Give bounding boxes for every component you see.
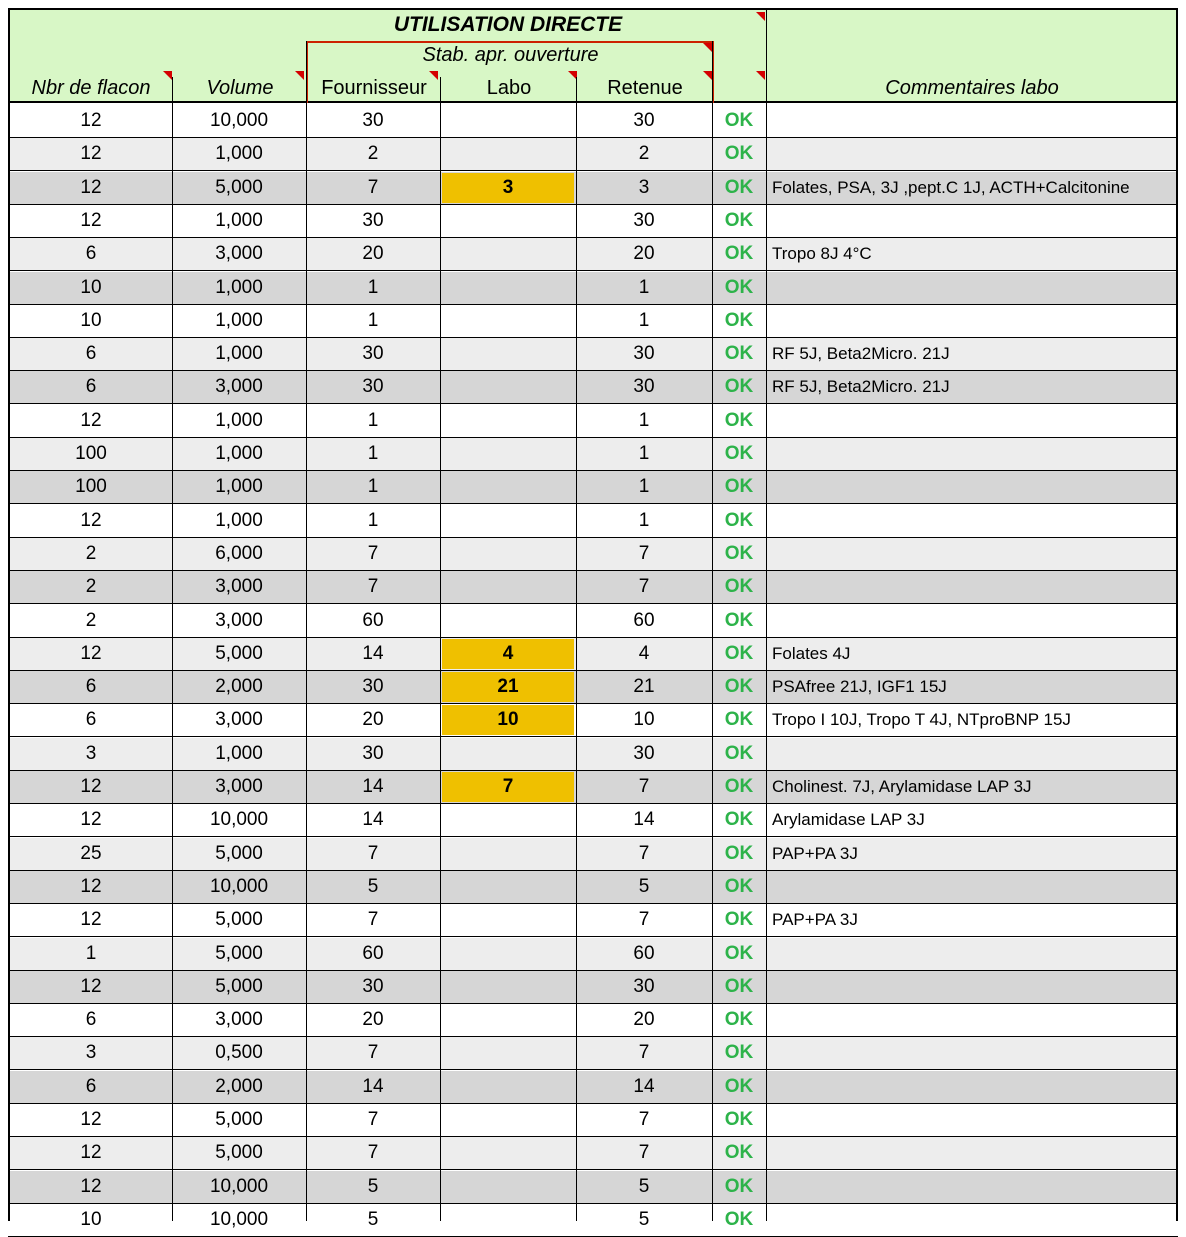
nbr-flacon-cell[interactable]: 25	[80, 842, 102, 864]
ok-status-cell[interactable]: OK	[724, 676, 754, 698]
retenue-cell[interactable]: 5	[638, 1175, 650, 1197]
nbr-flacon-cell[interactable]: 12	[80, 909, 102, 931]
retenue-cell[interactable]: 7	[638, 842, 650, 864]
comment-cell[interactable]	[766, 571, 1182, 603]
volume-cell[interactable]: 1,000	[215, 143, 263, 165]
labo-cell[interactable]	[440, 871, 576, 903]
fournisseur-cell[interactable]: 30	[362, 676, 384, 698]
table-row	[8, 938, 1178, 971]
grid-line	[576, 77, 577, 1221]
fournisseur-cell[interactable]: 20	[362, 243, 384, 265]
comment-marker-icon[interactable]	[429, 71, 438, 80]
column-header-retenue[interactable]: Retenue	[607, 77, 683, 99]
nbr-flacon-cell[interactable]: 2	[85, 576, 97, 598]
nbr-flacon-cell[interactable]: 100	[75, 476, 107, 498]
table-row	[8, 471, 1178, 504]
ok-status-cell[interactable]: OK	[724, 776, 754, 797]
labo-cell[interactable]	[440, 938, 576, 970]
retenue-cell[interactable]: 21	[633, 676, 655, 698]
retenue-cell[interactable]: 30	[633, 343, 655, 365]
fournisseur-cell[interactable]: 20	[362, 709, 384, 731]
table-row	[8, 538, 1178, 571]
comment-cell[interactable]	[766, 205, 1182, 237]
nbr-flacon-cell[interactable]: 6	[85, 676, 97, 698]
ok-status-cell[interactable]: OK	[724, 709, 754, 731]
ok-status-cell[interactable]: OK	[724, 909, 754, 931]
labo-cell[interactable]: 21	[442, 672, 574, 702]
retenue-cell[interactable]: 30	[633, 975, 655, 997]
volume-cell[interactable]: 5,000	[215, 942, 263, 964]
table-row	[8, 205, 1178, 238]
nbr-flacon-cell[interactable]: 12	[80, 509, 102, 531]
fournisseur-cell[interactable]: 7	[367, 542, 379, 564]
labo-cell[interactable]	[440, 272, 576, 304]
ok-status-cell[interactable]: OK	[724, 809, 754, 831]
table-row	[8, 138, 1178, 171]
table-row	[8, 804, 1178, 837]
column-header-commentaires[interactable]: Commentaires labo	[885, 77, 1059, 99]
nbr-flacon-cell[interactable]: 6	[85, 343, 97, 365]
table-row	[8, 1171, 1178, 1204]
table-row	[8, 904, 1178, 937]
table-row	[8, 505, 1178, 538]
retenue-cell[interactable]: 5	[638, 875, 650, 897]
fournisseur-cell[interactable]: 30	[362, 110, 384, 131]
ok-status-cell[interactable]: OK	[724, 1175, 754, 1197]
table-row	[8, 871, 1178, 904]
labo-cell[interactable]	[440, 904, 576, 936]
nbr-flacon-cell[interactable]: 12	[80, 1142, 102, 1164]
labo-cell[interactable]	[440, 1137, 576, 1169]
grid-line	[712, 41, 713, 1221]
volume-cell[interactable]: 2,000	[215, 1075, 263, 1097]
ok-status-cell[interactable]: OK	[724, 143, 754, 165]
labo-cell[interactable]	[440, 738, 576, 770]
fournisseur-cell[interactable]: 7	[367, 842, 379, 864]
retenue-cell[interactable]: 1	[638, 309, 650, 331]
nbr-flacon-cell[interactable]: 3	[85, 742, 97, 764]
fournisseur-cell[interactable]: 7	[367, 909, 379, 931]
comment-cell[interactable]	[766, 971, 1182, 1003]
comment-cell[interactable]	[766, 105, 1182, 137]
ok-status-cell[interactable]: OK	[724, 1142, 754, 1164]
labo-cell[interactable]	[440, 438, 576, 470]
nbr-flacon-cell[interactable]: 6	[85, 1009, 97, 1031]
ok-status-cell[interactable]: OK	[724, 443, 754, 464]
nbr-flacon-cell[interactable]: 12	[80, 875, 102, 897]
ok-status-cell[interactable]: OK	[724, 276, 754, 298]
comment-cell[interactable]	[766, 471, 1182, 503]
table-row	[8, 305, 1178, 338]
grid-border-right	[1176, 8, 1178, 1221]
labo-cell[interactable]	[440, 1104, 576, 1136]
table-row	[8, 771, 1178, 804]
table-row	[8, 571, 1178, 604]
fournisseur-cell[interactable]: 1	[367, 276, 379, 298]
fournisseur-cell[interactable]: 5	[367, 875, 379, 897]
table-row	[8, 1104, 1178, 1137]
table-row	[8, 105, 1178, 138]
retenue-cell[interactable]: 3	[638, 176, 650, 198]
comment-cell[interactable]: PSAfree 21J, IGF1 15J	[772, 677, 947, 697]
comment-cell[interactable]	[766, 938, 1182, 970]
volume-cell[interactable]: 3,000	[215, 609, 263, 631]
fournisseur-cell[interactable]: 30	[362, 343, 384, 365]
nbr-flacon-cell[interactable]: 12	[80, 110, 102, 131]
nbr-flacon-cell[interactable]: 3	[85, 1042, 97, 1064]
nbr-flacon-cell[interactable]: 6	[85, 376, 97, 398]
ok-status-cell[interactable]: OK	[724, 742, 754, 764]
comment-cell[interactable]	[766, 1171, 1182, 1203]
volume-cell[interactable]: 5,000	[215, 975, 263, 997]
nbr-flacon-cell[interactable]: 6	[85, 1075, 97, 1097]
labo-cell[interactable]	[440, 804, 576, 836]
volume-cell[interactable]: 5,000	[215, 176, 263, 198]
comment-cell[interactable]: Tropo I 10J, Tropo T 4J, NTproBNP 15J	[772, 710, 1071, 730]
volume-cell[interactable]: 3,000	[215, 709, 263, 731]
fournisseur-cell[interactable]: 14	[362, 642, 384, 664]
fournisseur-cell[interactable]: 5	[367, 1175, 379, 1197]
comment-marker-icon[interactable]	[703, 71, 712, 80]
ok-status-cell[interactable]: OK	[724, 875, 754, 897]
retenue-cell[interactable]: 60	[633, 609, 655, 631]
retenue-cell[interactable]: 30	[633, 742, 655, 764]
table-row	[8, 704, 1178, 737]
table-row	[8, 1004, 1178, 1037]
labo-cell[interactable]	[440, 1004, 576, 1036]
labo-cell[interactable]	[440, 205, 576, 237]
table-row	[8, 371, 1178, 404]
table-row	[8, 738, 1178, 771]
comment-cell[interactable]	[766, 1104, 1182, 1136]
volume-cell[interactable]: 1,000	[215, 742, 263, 764]
nbr-flacon-cell[interactable]: 12	[80, 143, 102, 165]
table-row	[8, 1071, 1178, 1104]
nbr-flacon-cell[interactable]: 12	[80, 1175, 102, 1197]
fournisseur-cell[interactable]: 1	[367, 509, 379, 531]
table-row	[8, 1204, 1178, 1237]
retenue-cell[interactable]: 30	[633, 209, 655, 231]
volume-cell[interactable]: 10,000	[209, 1175, 269, 1197]
fournisseur-cell[interactable]: 7	[367, 1109, 379, 1130]
comment-cell[interactable]: RF 5J, Beta2Micro. 21J	[772, 344, 950, 364]
volume-cell[interactable]: 1,000	[215, 443, 263, 464]
ok-status-cell[interactable]: OK	[724, 110, 754, 131]
comment-cell[interactable]	[766, 405, 1182, 437]
retenue-cell[interactable]: 5	[638, 1208, 650, 1230]
comment-cell[interactable]: Folates, PSA, 3J ,pept.C 1J, ACTH+Calcitonine	[772, 177, 1130, 197]
table-row	[8, 1137, 1178, 1170]
volume-cell[interactable]: 10,000	[209, 110, 269, 131]
column-header-volume[interactable]: Volume	[206, 77, 274, 99]
column-header-labo[interactable]: Labo	[486, 77, 532, 99]
nbr-flacon-cell[interactable]: 2	[85, 609, 97, 631]
fournisseur-cell[interactable]: 1	[367, 476, 379, 498]
retenue-cell[interactable]: 14	[633, 1075, 655, 1097]
comment-cell[interactable]: PAP+PA 3J	[772, 910, 858, 930]
comment-cell[interactable]: RF 5J, Beta2Micro. 21J	[772, 377, 950, 397]
labo-cell[interactable]	[440, 138, 576, 170]
labo-cell[interactable]	[440, 405, 576, 437]
column-header-fournisseur[interactable]: Fournisseur	[321, 77, 427, 99]
comment-cell[interactable]	[766, 605, 1182, 637]
comment-cell[interactable]	[766, 138, 1182, 170]
ok-status-cell[interactable]: OK	[724, 1208, 754, 1230]
volume-cell[interactable]: 5,000	[215, 642, 263, 664]
table-row	[8, 838, 1178, 871]
section-title: UTILISATION DIRECTE	[393, 13, 623, 36]
comment-cell[interactable]	[766, 1137, 1182, 1169]
table-row	[8, 172, 1178, 205]
fournisseur-cell[interactable]: 30	[362, 742, 384, 764]
retenue-cell[interactable]: 7	[638, 1109, 650, 1130]
retenue-cell[interactable]: 30	[633, 376, 655, 398]
nbr-flacon-cell[interactable]: 6	[85, 243, 97, 265]
nbr-flacon-cell[interactable]: 12	[80, 975, 102, 997]
labo-cell[interactable]	[440, 1171, 576, 1203]
table-row	[8, 438, 1178, 471]
labo-cell[interactable]	[440, 238, 576, 270]
labo-cell[interactable]	[440, 338, 576, 370]
volume-cell[interactable]: 5,000	[215, 1142, 263, 1164]
nbr-flacon-cell[interactable]: 10	[80, 276, 102, 298]
comment-cell[interactable]	[766, 272, 1182, 304]
fournisseur-cell[interactable]: 7	[367, 1142, 379, 1164]
labo-cell[interactable]	[440, 105, 576, 137]
comment-cell[interactable]	[766, 438, 1182, 470]
volume-cell[interactable]: 5,000	[215, 1109, 263, 1130]
ok-status-cell[interactable]: OK	[724, 642, 754, 664]
labo-cell[interactable]	[440, 505, 576, 537]
retenue-cell[interactable]: 1	[638, 409, 650, 431]
volume-cell[interactable]: 3,000	[215, 776, 263, 797]
nbr-flacon-cell[interactable]: 12	[80, 409, 102, 431]
volume-cell[interactable]: 3,000	[215, 1009, 263, 1031]
stability-subtitle: Stab. apr. ouverture	[422, 44, 599, 66]
nbr-flacon-cell[interactable]: 10	[80, 1208, 102, 1230]
retenue-cell[interactable]: 2	[638, 143, 650, 165]
table-row	[8, 971, 1178, 1004]
comment-marker-icon[interactable]	[163, 71, 172, 80]
nbr-flacon-cell[interactable]: 10	[80, 309, 102, 331]
retenue-cell[interactable]: 7	[638, 542, 650, 564]
labo-cell[interactable]: 3	[442, 173, 574, 203]
comment-cell[interactable]: Folates 4J	[772, 643, 851, 663]
comment-cell[interactable]	[766, 1037, 1182, 1069]
volume-cell[interactable]: 5,000	[215, 909, 263, 931]
comment-cell[interactable]	[766, 538, 1182, 570]
nbr-flacon-cell[interactable]: 12	[80, 809, 102, 831]
comment-cell[interactable]	[766, 1204, 1182, 1236]
table-row	[8, 272, 1178, 305]
retenue-cell[interactable]: 30	[633, 110, 655, 131]
labo-cell[interactable]	[440, 605, 576, 637]
retenue-cell[interactable]: 7	[638, 909, 650, 931]
ok-status-cell[interactable]: OK	[724, 1009, 754, 1031]
ok-status-cell[interactable]: OK	[724, 376, 754, 398]
volume-cell[interactable]: 1,000	[215, 476, 263, 498]
retenue-cell[interactable]: 60	[633, 942, 655, 964]
ok-status-cell[interactable]: OK	[724, 842, 754, 864]
comment-marker-icon[interactable]	[703, 43, 712, 52]
ok-status-cell[interactable]: OK	[724, 476, 754, 498]
nbr-flacon-cell[interactable]: 6	[85, 709, 97, 731]
fournisseur-cell[interactable]: 1	[367, 309, 379, 331]
retenue-cell[interactable]: 14	[633, 809, 655, 831]
comment-marker-icon[interactable]	[756, 71, 765, 80]
labo-cell[interactable]	[440, 471, 576, 503]
fournisseur-cell[interactable]: 60	[362, 942, 384, 964]
ok-status-cell[interactable]: OK	[724, 1075, 754, 1097]
labo-cell[interactable]	[440, 305, 576, 337]
fournisseur-cell[interactable]: 14	[362, 776, 384, 797]
volume-cell[interactable]: 10,000	[209, 875, 269, 897]
volume-cell[interactable]: 10,000	[209, 809, 269, 831]
comment-cell[interactable]: Tropo 8J 4°C	[772, 244, 872, 264]
ok-status-cell[interactable]: OK	[724, 309, 754, 331]
table-row	[8, 671, 1178, 704]
labo-cell[interactable]	[440, 571, 576, 603]
labo-cell[interactable]	[440, 838, 576, 870]
retenue-cell[interactable]: 1	[638, 476, 650, 498]
comment-cell[interactable]	[766, 1071, 1182, 1103]
volume-cell[interactable]: 1,000	[215, 509, 263, 531]
grid-border-left	[8, 8, 10, 1221]
volume-cell[interactable]: 0,500	[215, 1042, 263, 1064]
labo-cell[interactable]	[440, 1204, 576, 1236]
retenue-cell[interactable]: 20	[633, 1009, 655, 1031]
fournisseur-cell[interactable]: 30	[362, 376, 384, 398]
labo-cell[interactable]	[440, 371, 576, 403]
ok-status-cell[interactable]: OK	[724, 975, 754, 997]
labo-cell[interactable]	[440, 1037, 576, 1069]
table-row	[8, 638, 1178, 671]
retenue-cell[interactable]: 10	[633, 709, 655, 731]
grid-line	[766, 8, 767, 1221]
table-row	[8, 338, 1178, 371]
fournisseur-cell[interactable]: 7	[367, 176, 379, 198]
labo-cell[interactable]	[440, 1071, 576, 1103]
comment-cell[interactable]	[766, 738, 1182, 770]
fournisseur-cell[interactable]: 14	[362, 1075, 384, 1097]
comment-cell[interactable]: PAP+PA 3J	[772, 843, 858, 863]
ok-status-cell[interactable]: OK	[724, 1109, 754, 1130]
table-row	[8, 605, 1178, 638]
nbr-flacon-cell[interactable]: 100	[75, 443, 107, 464]
volume-cell[interactable]: 1,000	[215, 209, 263, 231]
fournisseur-cell[interactable]: 1	[367, 409, 379, 431]
fournisseur-cell[interactable]: 30	[362, 975, 384, 997]
ok-status-cell[interactable]: OK	[724, 1042, 754, 1064]
volume-cell[interactable]: 5,000	[215, 842, 263, 864]
fournisseur-cell[interactable]: 1	[367, 443, 379, 464]
nbr-flacon-cell[interactable]: 12	[80, 776, 102, 797]
comment-marker-icon[interactable]	[295, 71, 304, 80]
comment-cell[interactable]	[766, 871, 1182, 903]
volume-cell[interactable]: 3,000	[215, 576, 263, 598]
ok-status-cell[interactable]: OK	[724, 176, 754, 198]
volume-cell[interactable]: 1,000	[215, 343, 263, 365]
column-header-nbr-flacon[interactable]: Nbr de flacon	[31, 77, 151, 99]
retenue-cell[interactable]: 7	[638, 776, 650, 797]
ok-status-cell[interactable]: OK	[724, 542, 754, 564]
volume-cell[interactable]: 6,000	[215, 542, 263, 564]
grid-line	[440, 77, 441, 1221]
retenue-cell[interactable]: 4	[638, 642, 650, 664]
grid-line	[306, 41, 307, 1221]
ok-status-cell[interactable]: OK	[724, 509, 754, 531]
volume-cell[interactable]: 1,000	[215, 409, 263, 431]
comment-cell[interactable]: Arylamidase LAP 3J	[772, 810, 925, 830]
nbr-flacon-cell[interactable]: 12	[80, 209, 102, 231]
nbr-flacon-cell[interactable]: 12	[80, 1109, 102, 1130]
table-row	[8, 1037, 1178, 1070]
retenue-cell[interactable]: 1	[638, 276, 650, 298]
ok-status-cell[interactable]: OK	[724, 576, 754, 598]
comment-cell[interactable]	[766, 305, 1182, 337]
ok-status-cell[interactable]: OK	[724, 609, 754, 631]
volume-cell[interactable]: 3,000	[215, 376, 263, 398]
ok-status-cell[interactable]: OK	[724, 942, 754, 964]
labo-cell[interactable]	[440, 538, 576, 570]
fournisseur-cell[interactable]: 20	[362, 1009, 384, 1031]
nbr-flacon-cell[interactable]: 1	[85, 942, 97, 964]
volume-cell[interactable]: 3,000	[215, 243, 263, 265]
ok-status-cell[interactable]: OK	[724, 409, 754, 431]
ok-status-cell[interactable]: OK	[724, 209, 754, 231]
nbr-flacon-cell[interactable]: 12	[80, 642, 102, 664]
comment-cell[interactable]: Cholinest. 7J, Arylamidase LAP 3J	[772, 777, 1032, 796]
comment-marker-icon[interactable]	[756, 12, 765, 21]
comment-cell[interactable]	[766, 1004, 1182, 1036]
labo-cell[interactable]: 7	[442, 772, 574, 802]
fournisseur-cell[interactable]: 30	[362, 209, 384, 231]
retenue-cell[interactable]: 20	[633, 243, 655, 265]
fournisseur-cell[interactable]: 2	[367, 143, 379, 165]
labo-cell[interactable]: 4	[442, 639, 574, 669]
fournisseur-cell[interactable]: 60	[362, 609, 384, 631]
retenue-cell[interactable]: 7	[638, 1142, 650, 1164]
fournisseur-cell[interactable]: 5	[367, 1208, 379, 1230]
nbr-flacon-cell[interactable]: 12	[80, 176, 102, 198]
labo-cell[interactable]: 10	[442, 705, 574, 735]
volume-cell[interactable]: 10,000	[209, 1208, 269, 1230]
comment-cell[interactable]	[766, 505, 1182, 537]
volume-cell[interactable]: 2,000	[215, 676, 263, 698]
retenue-cell[interactable]: 1	[638, 509, 650, 531]
volume-cell[interactable]: 1,000	[215, 309, 263, 331]
grid-line	[172, 77, 173, 1221]
nbr-flacon-cell[interactable]: 2	[85, 542, 97, 564]
table-row	[8, 405, 1178, 438]
table-row	[8, 238, 1178, 271]
ok-status-cell[interactable]: OK	[724, 243, 754, 265]
ok-status-cell[interactable]: OK	[724, 343, 754, 365]
retenue-cell[interactable]: 1	[638, 443, 650, 464]
fournisseur-cell[interactable]: 7	[367, 1042, 379, 1064]
labo-cell[interactable]	[440, 971, 576, 1003]
fournisseur-cell[interactable]: 7	[367, 576, 379, 598]
retenue-cell[interactable]: 7	[638, 576, 650, 598]
volume-cell[interactable]: 1,000	[215, 276, 263, 298]
retenue-cell[interactable]: 7	[638, 1042, 650, 1064]
fournisseur-cell[interactable]: 14	[362, 809, 384, 831]
